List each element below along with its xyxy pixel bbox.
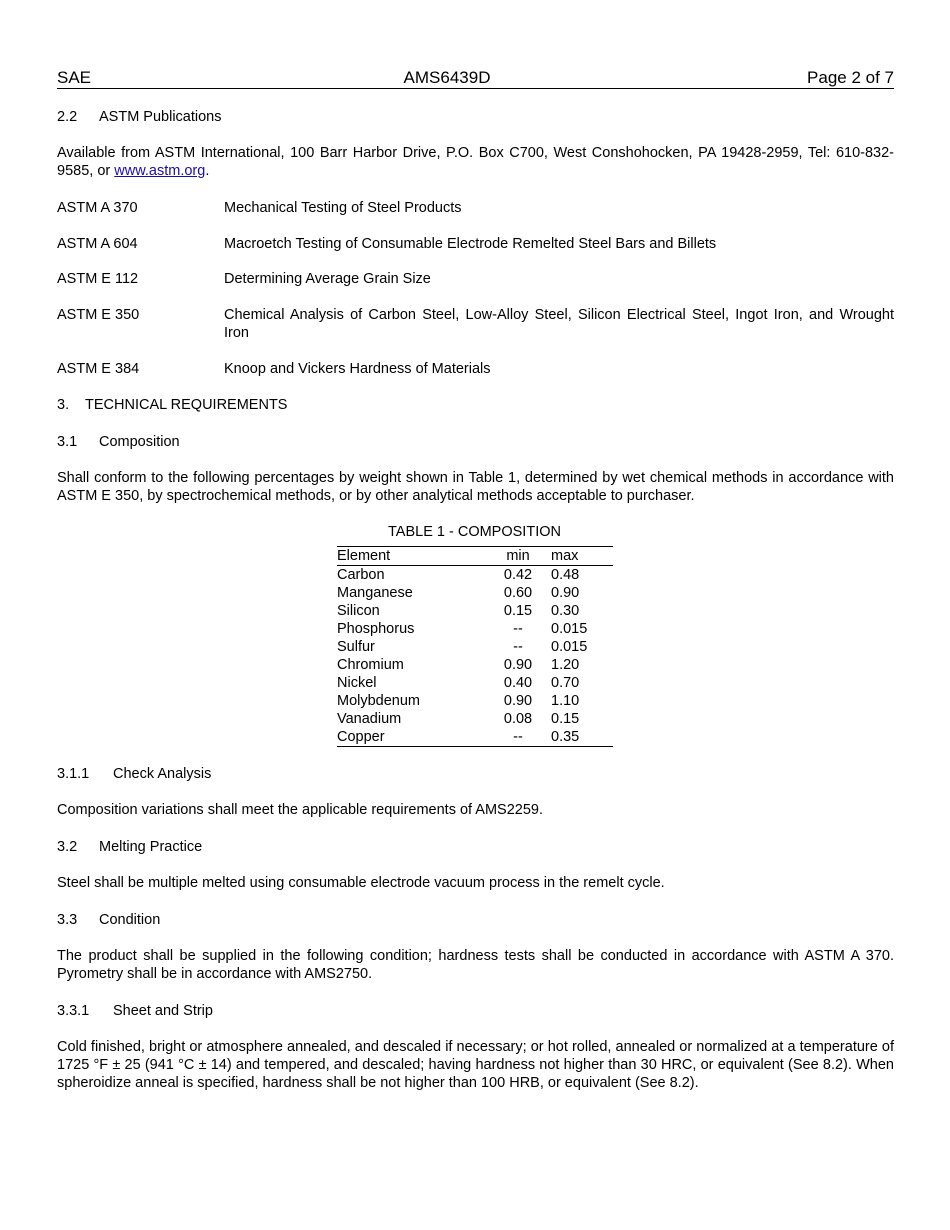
astm-website-link[interactable]: www.astm.org bbox=[114, 163, 206, 179]
header-page-number: Page 2 of 7 bbox=[807, 68, 894, 87]
section-title: Sheet and Strip bbox=[113, 1003, 213, 1019]
table-row bbox=[337, 710, 613, 728]
reference-code: ASTM E 384 bbox=[57, 361, 140, 377]
table-cell: Phosphorus bbox=[337, 621, 415, 637]
table-cell: Sulfur bbox=[337, 639, 375, 655]
page-header bbox=[57, 68, 894, 89]
check-analysis-paragraph: Composition variations shall meet the applicable requirements of AMS2259. bbox=[57, 802, 544, 818]
table-cell: 0.90 bbox=[503, 657, 533, 673]
header-org: SAE bbox=[57, 68, 92, 87]
composition-paragraph: Shall conform to the following percentages by weight shown in Table 1, determined by wet chemical methods in accordance with ASTM E 350, by spectrochemical methods, or by other analytical methods acceptable to purchaser. bbox=[57, 470, 894, 504]
astm-availability-paragraph bbox=[57, 144, 894, 180]
table-row bbox=[337, 728, 613, 747]
table-cell: Molybdenum bbox=[337, 693, 421, 709]
table-cell: 0.30 bbox=[551, 603, 580, 619]
table-caption: TABLE 1 - COMPOSITION bbox=[388, 524, 561, 540]
section-title: Composition bbox=[99, 434, 180, 450]
table-header-row bbox=[337, 547, 613, 566]
table-cell: -- bbox=[513, 639, 523, 655]
reference-code: ASTM E 112 bbox=[57, 271, 139, 287]
table-cell: 0.48 bbox=[551, 567, 580, 583]
section-3-3-1-heading bbox=[57, 1002, 213, 1020]
reference-title: Determining Average Grain Size bbox=[224, 271, 431, 287]
table-cell: Carbon bbox=[337, 567, 385, 583]
table-row bbox=[337, 656, 613, 674]
reference-code: ASTM A 370 bbox=[57, 200, 138, 216]
reference-title: Knoop and Vickers Hardness of Materials bbox=[224, 361, 491, 377]
paragraph-text: Available from ASTM International, 100 Barr Harbor Drive, P.O. Box C700, West Conshohocken, PA 19428-2959, Tel: 610-832-9585, or bbox=[57, 145, 894, 179]
section-number: 2.2 bbox=[57, 109, 78, 125]
section-title: ASTM Publications bbox=[99, 109, 222, 125]
section-3-2-heading bbox=[57, 838, 202, 856]
column-header: Element bbox=[337, 547, 485, 566]
section-number: 3.1.1 bbox=[57, 766, 90, 782]
table-cell: 0.90 bbox=[551, 585, 580, 601]
column-header: max bbox=[551, 547, 613, 566]
column-header: min bbox=[485, 547, 551, 566]
reference-code: ASTM E 350 bbox=[57, 307, 140, 323]
section-number: 3.3 bbox=[57, 912, 78, 928]
section-title: Melting Practice bbox=[99, 839, 203, 855]
table-cell: 1.10 bbox=[551, 693, 580, 709]
reference-title: Macroetch Testing of Consumable Electrode Remelted Steel Bars and Billets bbox=[224, 236, 717, 252]
table-row bbox=[337, 566, 613, 585]
table-cell: 0.35 bbox=[551, 728, 613, 747]
section-title: Condition bbox=[99, 912, 161, 928]
table-row bbox=[337, 620, 613, 638]
reference-title: Chemical Analysis of Carbon Steel, Low-Alloy Steel, Silicon Electrical Steel, Ingot Iron, and Wrought Iron bbox=[224, 307, 894, 341]
section-3-heading bbox=[57, 396, 287, 414]
paragraph-text: . bbox=[205, 163, 210, 179]
table-cell: 0.90 bbox=[503, 693, 533, 709]
section-title: Check Analysis bbox=[113, 766, 212, 782]
condition-paragraph: The product shall be supplied in the following condition; hardness tests shall be conducted in accordance with ASTM A 370. Pyrometry shall be in accordance with AMS2750. bbox=[57, 948, 894, 982]
table-row bbox=[337, 674, 613, 692]
table-cell: Copper bbox=[337, 728, 485, 747]
reference-code: ASTM A 604 bbox=[57, 236, 138, 252]
table-cell: 0.40 bbox=[503, 675, 533, 691]
table-cell: 0.70 bbox=[551, 675, 580, 691]
table-cell: Silicon bbox=[337, 603, 380, 619]
melting-practice-paragraph: Steel shall be multiple melted using consumable electrode vacuum process in the remelt cycle. bbox=[57, 875, 665, 891]
table-row bbox=[337, 692, 613, 710]
table-cell: 0.15 bbox=[551, 711, 580, 727]
table-row bbox=[337, 584, 613, 602]
table-cell: 0.15 bbox=[503, 603, 533, 619]
table-row bbox=[337, 638, 613, 656]
section-title: TECHNICAL REQUIREMENTS bbox=[85, 397, 288, 413]
table-cell: Nickel bbox=[337, 675, 377, 691]
table-cell: 0.60 bbox=[503, 585, 533, 601]
table-row bbox=[337, 602, 613, 620]
section-number: 3.3.1 bbox=[57, 1003, 90, 1019]
sheet-and-strip-paragraph: Cold finished, bright or atmosphere annealed, and descaled if necessary; or hot rolled, annealed or normalized at a temperature of 1725 °F ± 25 (941 °C ± 14) and tempered, and descaled; having hardness not higher than 30 HRC, or equivalent (See 8.2). When spheroidize anneal is specified, hardness shall be not higher than 100 HRB, or equivalent (See 8.2). bbox=[57, 1039, 894, 1091]
table-cell: Vanadium bbox=[337, 711, 402, 727]
composition-table bbox=[337, 546, 613, 747]
table-cell: 0.08 bbox=[503, 711, 533, 727]
section-3-1-1-heading bbox=[57, 765, 211, 783]
section-number: 3.1 bbox=[57, 434, 78, 450]
table-cell: Chromium bbox=[337, 657, 404, 673]
table-cell: -- bbox=[513, 621, 523, 637]
section-number: 3.2 bbox=[57, 839, 78, 855]
table-cell: Manganese bbox=[337, 585, 413, 601]
table-cell: 0.015 bbox=[551, 621, 588, 637]
table-cell: 0.42 bbox=[503, 567, 533, 583]
table-cell: -- bbox=[485, 728, 551, 747]
section-2-2-heading bbox=[57, 108, 222, 126]
section-3-3-heading bbox=[57, 911, 160, 929]
section-number: 3. bbox=[57, 397, 70, 413]
table-cell: 0.015 bbox=[551, 639, 588, 655]
section-3-1-heading bbox=[57, 433, 180, 451]
table-cell: 1.20 bbox=[551, 657, 580, 673]
reference-title: Mechanical Testing of Steel Products bbox=[224, 200, 462, 216]
header-doc-number: AMS6439D bbox=[403, 68, 491, 87]
